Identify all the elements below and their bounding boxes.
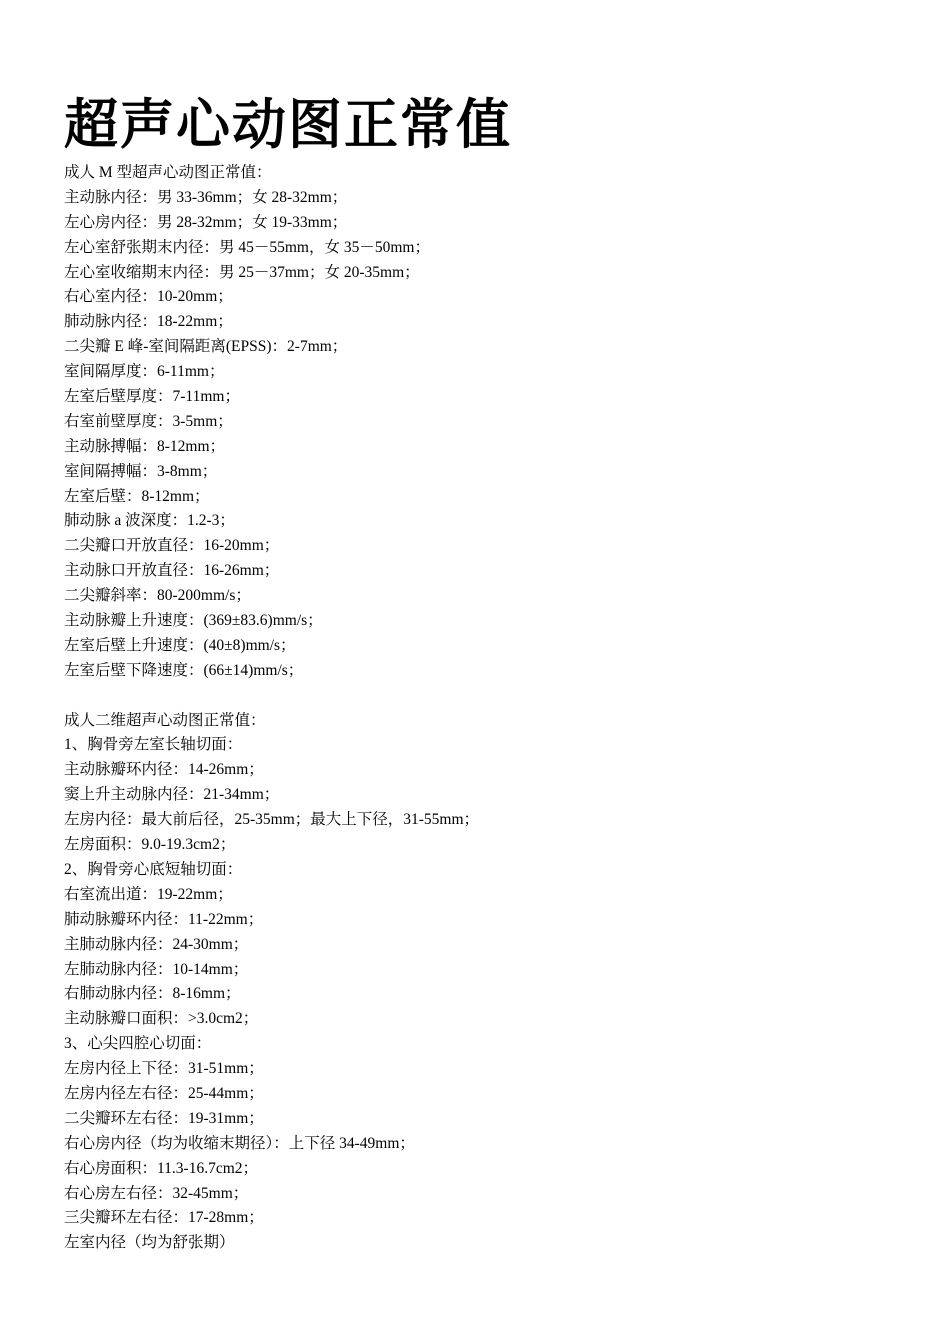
text-line: 二尖瓣环左右径：19-31mm； [64, 1109, 264, 1127]
text-line: 2、胸骨旁心底短轴切面： [64, 860, 243, 878]
text-line: 左肺动脉内径：10-14mm； [64, 960, 249, 978]
text-line: 主动脉瓣上升速度：(369±83.6)mm/s； [64, 612, 323, 630]
text-line: 主动脉内径：男 33-36mm；女 28-32mm； [64, 188, 348, 206]
text-line: 左室内径（均为舒张期） [64, 1234, 235, 1252]
text-line: 左心房内径：男 28-32mm；女 19-33mm； [64, 213, 348, 231]
text-line: 二尖瓣口开放直径：16-20mm； [64, 537, 280, 555]
text-line: 右心房面积：11.3-16.7cm2； [64, 1159, 259, 1177]
text-line: 二尖瓣 E 峰-室间隔距离(EPSS)：2-7mm； [64, 338, 348, 356]
text-line: 肺动脉内径：18-22mm； [64, 313, 233, 331]
text-line: 二尖瓣斜率：80-200mm/s； [64, 587, 251, 605]
text-line: 右室流出道：19-22mm； [64, 885, 233, 903]
text-line: 肺动脉瓣环内径：11-22mm； [64, 910, 264, 928]
text-line: 3、心尖四腔心切面： [64, 1035, 212, 1053]
document-title: 超声心动图正常值 [64, 93, 512, 156]
text-line: 主肺动脉内径：24-30mm； [64, 935, 249, 953]
text-line: 右心房内径（均为收缩末期径）：上下径 34-49mm； [64, 1134, 415, 1152]
text-line: 主动脉瓣环内径：14-26mm； [64, 761, 264, 779]
text-line: 室间隔厚度：6-11mm； [64, 363, 225, 381]
text-line: 右心房左右径：32-45mm； [64, 1184, 249, 1202]
text-line: 左房内径：最大前后径，25-35mm；最大上下径，31-55mm； [64, 811, 480, 829]
text-line: 主动脉口开放直径：16-26mm； [64, 562, 280, 580]
text-line: 左房面积：9.0-19.3cm2； [64, 836, 236, 854]
text-line: 左心室收缩期末内径：男 25－37mm；女 20-35mm； [64, 263, 420, 281]
text-line: 左室后壁：8-12mm； [64, 487, 210, 505]
text-line: 主动脉搏幅：8-12mm； [64, 437, 226, 455]
text-line: 成人二维超声心动图正常值： [64, 711, 266, 729]
text-line: 室间隔搏幅：3-8mm； [64, 462, 218, 480]
text-line: 左室后壁下降速度：(66±14)mm/s； [64, 661, 304, 679]
text-line: 左房内径左右径：25-44mm； [64, 1084, 264, 1102]
text-line: 右肺动脉内径：8-16mm； [64, 985, 241, 1003]
text-line: 成人 M 型超声心动图正常值： [64, 164, 272, 181]
blank-line [64, 684, 924, 709]
text-line: 窦上升主动脉内径：21-34mm； [64, 786, 280, 804]
text-line: 左心室舒张期末内径：男 45－55mm，女 35－50mm； [64, 238, 430, 256]
text-line: 右室前壁厚度：3-5mm； [64, 412, 233, 430]
text-line: 左房内径上下径：31-51mm； [64, 1060, 264, 1078]
text-line: 右心室内径：10-20mm； [64, 288, 233, 306]
text-line: 左室后壁厚度：7-11mm； [64, 388, 240, 406]
text-line: 1、胸骨旁左室长轴切面： [64, 736, 243, 754]
text-line: 主动脉瓣口面积：>3.0cm2； [64, 1010, 259, 1028]
document-body [64, 161, 924, 1256]
text-line: 肺动脉 a 波深度：1.2-3； [64, 512, 235, 530]
text-line: 左室后壁上升速度：(40±8)mm/s； [64, 636, 296, 654]
text-line: 三尖瓣环左右径：17-28mm； [64, 1209, 264, 1227]
